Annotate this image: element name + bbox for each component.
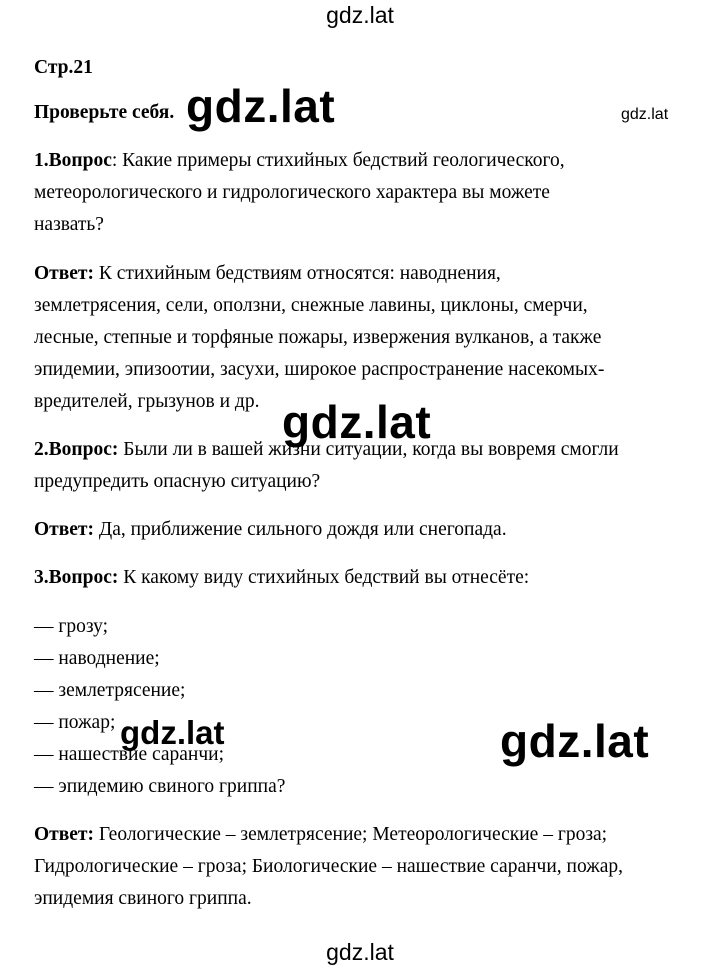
answer-3-line-2: Гидрологические – гроза; Биологические – нашествие саранчи, пожар, [34, 856, 623, 877]
question-2-line-1: 2.Вопрос: Были ли в вашей жизни ситуации, когда вы вовремя смогли [34, 439, 619, 460]
list-item: — эпидемию свиного гриппа? [34, 776, 286, 797]
answer-1-line-1: Ответ: К стихийным бедствиям относятся: наводнения, [34, 263, 501, 284]
question-1-line-2: метеорологического и гидрологического характера вы можете [34, 182, 550, 203]
watermark-large-3: gdz.lat [500, 715, 650, 767]
answer-1-line-3: лесные, степные и торфяные пожары, извержения вулканов, а также [34, 327, 602, 348]
answer-2-line-1: Ответ: Да, приближение сильного дождя или снегопада. [34, 519, 507, 540]
watermark-large-1: gdz.lat [186, 80, 336, 132]
watermark-top: gdz.lat [326, 2, 394, 28]
list-item: — грозу; [34, 616, 109, 637]
question-3-line-1: 3.Вопрос: К какому виду стихийных бедствий вы отнесёте: [34, 567, 530, 588]
watermark-small-right: gdz.lat [621, 106, 669, 123]
question-1-line-3: назвать? [34, 214, 104, 235]
list-item: — пожар; [34, 712, 116, 733]
section-title: Проверьте себя. [34, 102, 175, 123]
watermark-medium: gdz.lat [120, 714, 225, 751]
question-2-line-2: предупредить опасную ситуацию? [34, 471, 321, 492]
answer-3-line-1: Ответ: Геологические – землетрясение; Метеорологические – гроза; [34, 824, 608, 845]
list-item: — землетрясение; [34, 680, 186, 701]
answer-1-line-4: эпидемии, эпизоотии, засухи, широкое распространение насекомых- [34, 359, 605, 380]
list-item: — наводнение; [34, 648, 160, 669]
answer-3-line-3: эпидемия свиного гриппа. [34, 888, 252, 909]
watermark-large-2: gdz.lat [282, 396, 432, 448]
answer-1-line-2: землетрясения, сели, оползни, снежные лавины, циклоны, смерчи, [34, 295, 588, 316]
question-1-line-1: 1.Вопрос: Какие примеры стихийных бедствий геологического, [34, 150, 565, 171]
watermark-bottom: gdz.lat [326, 939, 394, 965]
list-item: — нашествие саранчи; [34, 744, 225, 765]
page-label: Стр.21 [34, 57, 93, 78]
answer-1-line-5: вредителей, грызунов и др. [34, 391, 260, 412]
